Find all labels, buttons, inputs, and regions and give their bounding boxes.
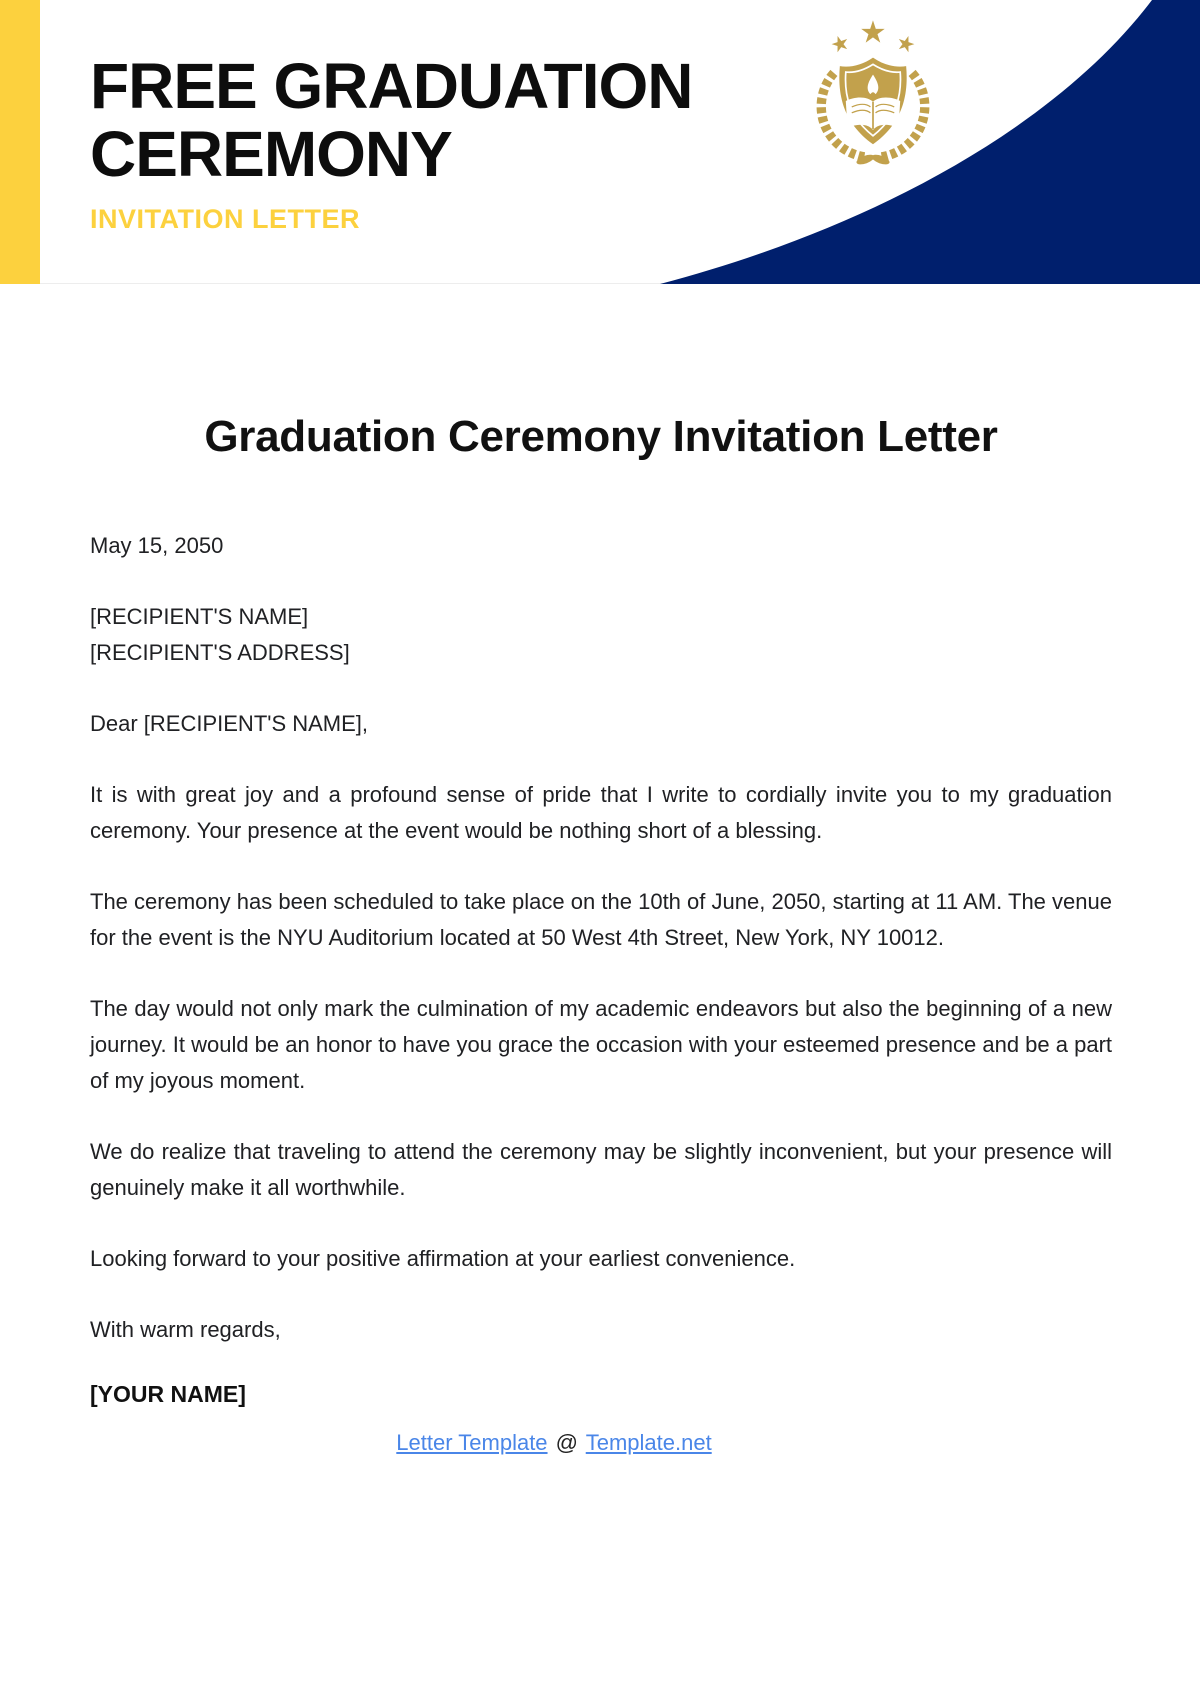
footer-attribution	[90, 1428, 1018, 1458]
paragraph-1: It is with great joy and a profound sense of pride that I write to cordially invite you to my graduation ceremony. Your presence at the event would be nothing short of a blessing.	[90, 782, 1112, 843]
star-icon: ★	[859, 15, 887, 51]
paragraph-4: We do realize that traveling to attend the ceremony may be slightly inconvenient, but your presence will genuinely make it all worthwhile.	[90, 1139, 1112, 1200]
salutation: Dear [RECIPIENT'S NAME],	[90, 711, 369, 736]
star-icon: ★	[827, 29, 854, 60]
shield-icon	[839, 58, 906, 145]
header-title-line2: CEREMONY	[90, 118, 452, 190]
paragraph-3: The day would not only mark the culmination of my academic endeavors but also the beginning of a new journey. It would be an honor to have you grace the occasion with your esteemed presence and be a part of my joyous moment.	[90, 996, 1113, 1093]
letter-template-link[interactable]: Letter Template	[396, 1430, 548, 1455]
graduation-emblem-icon	[788, 10, 958, 180]
template-net-link[interactable]: Template.net	[585, 1430, 712, 1455]
signature-name-placeholder: [YOUR NAME]	[90, 1381, 246, 1407]
paragraph-5: Looking forward to your positive affirmation at your earliest convenience.	[90, 1246, 796, 1271]
letter-header	[0, 0, 1200, 284]
header-subtitle: INVITATION LETTER	[90, 204, 360, 234]
at-symbol: @	[555, 1430, 579, 1455]
letter-body	[0, 412, 1200, 1458]
recipient-block	[90, 599, 1112, 671]
paragraph-2: The ceremony has been scheduled to take place on the 10th of June, 2050, starting at 11 AM. The venue for the event is the NYU Auditorium located at 50 West 4th Street, New York, NY 10012.	[90, 889, 1112, 950]
recipient-name-placeholder: [RECIPIENT'S NAME]	[90, 604, 309, 629]
yellow-stripe-decoration	[0, 0, 40, 284]
recipient-address-placeholder: [RECIPIENT'S ADDRESS]	[90, 640, 350, 665]
header-text-block	[90, 52, 692, 235]
stars-icon	[827, 15, 918, 59]
header-title-line1: FREE GRADUATION	[90, 50, 693, 122]
star-icon: ★	[892, 29, 919, 60]
letter-date: May 15, 2050	[90, 533, 224, 558]
closing-line: With warm regards,	[90, 1317, 281, 1342]
letter-heading: Graduation Ceremony Invitation Letter	[204, 412, 998, 461]
header-title	[90, 52, 692, 188]
